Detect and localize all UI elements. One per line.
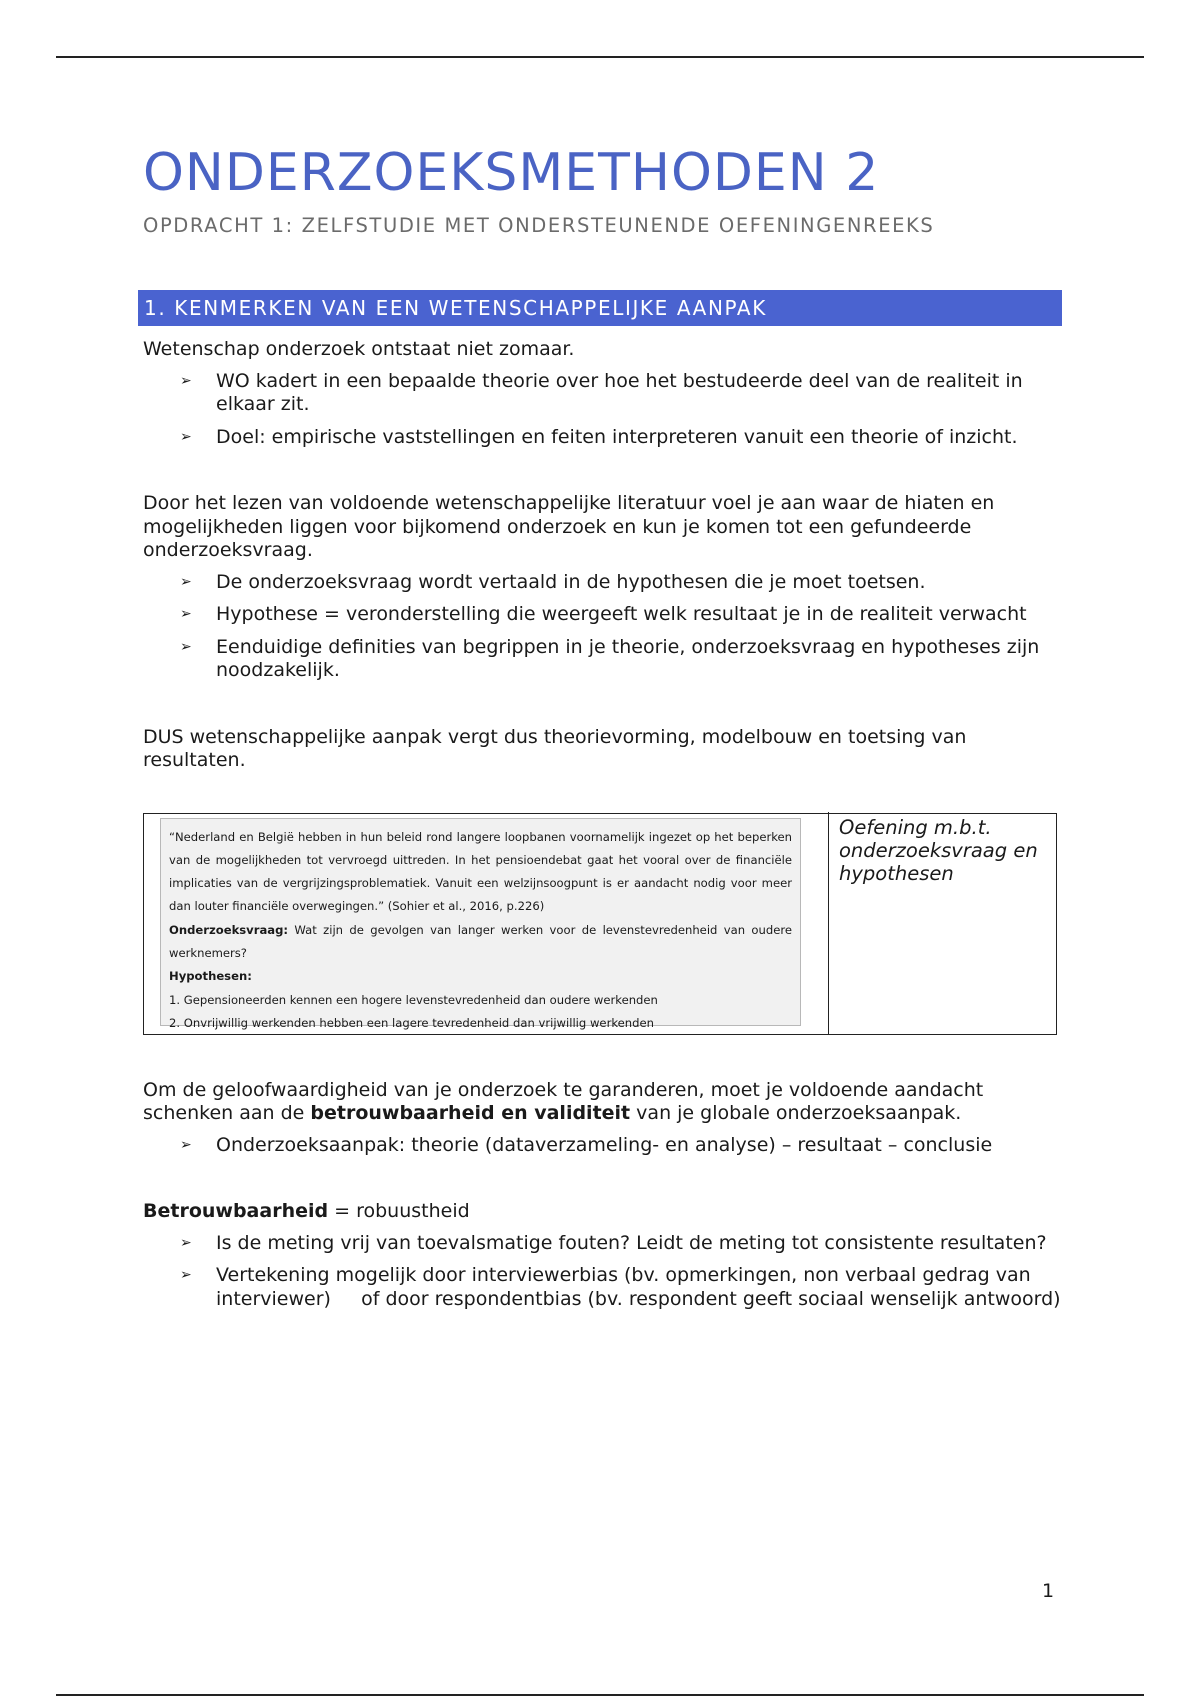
section-heading: KENMERKEN VAN EEN WETENSCHAPPELIJKE AANPAK [174, 296, 767, 320]
arrow-bullet-icon: ➢ [180, 573, 192, 590]
exercise-label: Oefening m.b.t. onderzoeksvraag en hypothesen [839, 815, 1038, 885]
block1-intro: Wetenschap onderzoek ontstaat niet zomaar. [143, 338, 575, 360]
block3-text: DUS wetenschappelijke aanpak vergt dus theorievorming, modelbouw en toetsing van resultaten. [143, 725, 967, 771]
header-rule [56, 56, 1144, 58]
block2-intro: Door het lezen van voldoende wetenschappelijke literatuur voel je aan waar de hiaten en mogelijkheden liggen voor bijkomend onderzoek en kun je komen tot een gefundeerde onderzoeksvraag. [143, 492, 995, 561]
hypotheses-label: Hypothesen: [169, 969, 252, 984]
hypothesis-item: 2. Onvrijwillig werkenden hebben een lagere tevredenheid dan vrijwillig werkenden [169, 1015, 654, 1030]
list-item: ➢ Vertekening mogelijk door interviewerbias (bv. opmerkingen, non verbaal gedrag van interviewer) of door respondentbias (bv. respondent geeft sociaal wenselijk antwoord) [180, 1264, 1061, 1310]
list-item: ➢ Hypothese = veronderstelling die weergeeft welk resultaat je in de realiteit verwacht [180, 603, 1027, 625]
exercise-quote: “Nederland en België hebben in hun beleid rond langere loopbanen voornamelijk ingezet op het beperken van de mogelijkheden tot vervroegd uittreden. In het pensioendebat gaat het vooral over de financiële implicaties van de vergrijzingsproblematiek. Vanuit een welzijnsoogpunt is er aandacht nodig voor meer dan louter financiële overwegingen.” (Sohier et al., 2016, p.226) [169, 829, 792, 914]
section-number: 1. [144, 296, 167, 320]
list-item: ➢ Eenduidige definities van begrippen in je theorie, onderzoeksvraag en hypotheses zijn noodzakelijk. [180, 635, 1040, 681]
research-question: Wat zijn de gevolgen van langer werken voor de levenstevredenheid van oudere werknemers? [169, 922, 792, 960]
arrow-bullet-icon: ➢ [180, 1234, 192, 1251]
block4-list [143, 1134, 1063, 1158]
arrow-bullet-icon: ➢ [180, 606, 192, 622]
document-title: ONDERZOEKSMETHODEN 2 [143, 143, 880, 203]
footer-rule [56, 1694, 1144, 1696]
block5-definition: Betrouwbaarheid = robuustheid [143, 1200, 470, 1222]
arrow-bullet-icon: ➢ [180, 372, 192, 389]
list-item: ➢ Doel: empirische vaststellingen en feiten interpreteren vanuit een theorie of inzicht. [180, 425, 1018, 448]
block1-list [143, 370, 1063, 450]
emphasis-reliability-validity: betrouwbaarheid en validiteit [310, 1102, 631, 1124]
document-body [143, 338, 1063, 1320]
arrow-bullet-icon: ➢ [180, 1136, 192, 1153]
list-item: ➢ Is de meting vrij van toevalsmatige fouten? Leidt de meting tot consistente resultaten? [180, 1231, 1047, 1254]
hypothesis-item: 1. Gepensioneerden kennen een hogere levenstevredenheid dan oudere werkenden [169, 992, 658, 1007]
page-number: 1 [1042, 1580, 1055, 1602]
list-item: ➢ Onderzoeksaanpak: theorie (dataverzameling- en analyse) – resultaat – conclusie [180, 1133, 993, 1156]
list-item: ➢ WO kadert in een bepaalde theorie over hoe het bestudeerde deel van de realiteit in elkaar zit. [180, 369, 1023, 415]
question-label: Onderzoeksvraag: [169, 922, 289, 937]
block4-text: Om de geloofwaardigheid van je onderzoek te garanderen, moet je voldoende aandacht schenken aan de betrouwbaarheid en validiteit van je globale onderzoeksaanpak. [143, 1078, 984, 1124]
term-reliability: Betrouwbaarheid [143, 1200, 329, 1222]
exercise-table [143, 813, 1057, 1035]
arrow-bullet-icon: ➢ [180, 1267, 192, 1283]
block2-list [143, 571, 1063, 683]
exercise-quote-box [160, 818, 801, 1030]
arrow-bullet-icon: ➢ [180, 428, 192, 445]
list-item: ➢ De onderzoeksvraag wordt vertaald in de hypothesen die je moet toetsen. [180, 570, 926, 593]
arrow-bullet-icon: ➢ [180, 638, 192, 655]
document-subtitle: OPDRACHT 1: ZELFSTUDIE MET ONDERSTEUNENDE OEFENINGENREEKS [143, 214, 935, 237]
section-heading-bar [138, 290, 1062, 326]
block5-list [143, 1232, 1063, 1312]
